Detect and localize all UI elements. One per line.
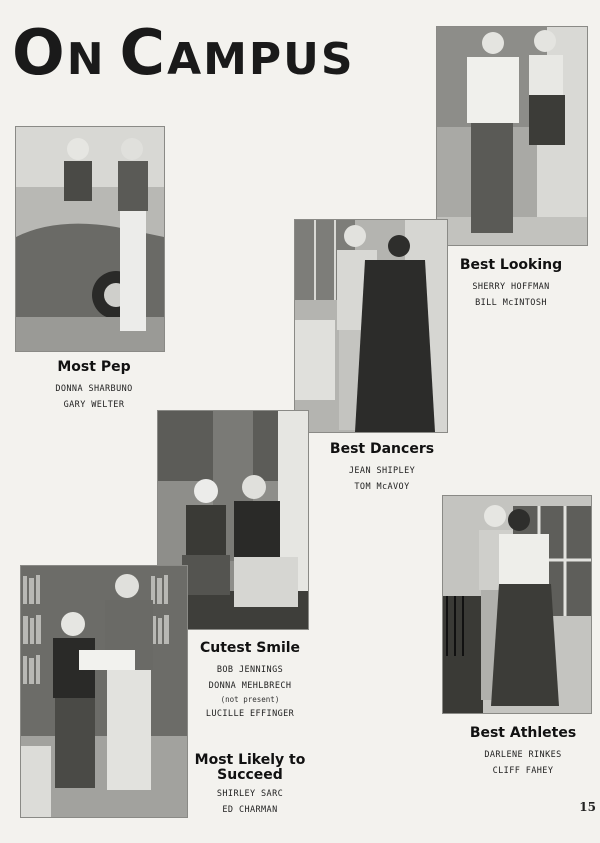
award-heading-best-athletes: Best Athletes [469, 725, 577, 741]
photo-most-pep [15, 126, 165, 352]
caption-cutest-smile [188, 641, 312, 722]
student-name: JEAN SHIPLEY [348, 465, 416, 476]
award-heading-best-dancers: Best Dancers [329, 441, 435, 457]
student-name: DONNA MEHLBRECH [208, 680, 292, 691]
student-name: GARY WELTER [63, 399, 125, 410]
caption-most-pep [20, 360, 168, 413]
page-title: ON CAMPUS [12, 16, 355, 89]
caption-most-likely [188, 753, 312, 818]
student-name: BILL McINTOSH [475, 297, 547, 308]
student-name: DARLENE RINKES [484, 749, 562, 760]
student-name: SHIRLEY SARC [216, 789, 284, 800]
photo-best-athletes [442, 495, 592, 714]
student-name: LUCILLE EFFINGER [205, 708, 295, 719]
award-heading-most-pep: Most Pep [57, 359, 131, 375]
student-name: CLIFF FAHEY [492, 765, 554, 776]
student-name: BOB JENNINGS [216, 664, 284, 675]
photo-best-dancers [294, 219, 448, 433]
absence-note: (not present) [220, 694, 280, 704]
page-number: 15 [579, 800, 596, 814]
student-name: ED CHARMAN [222, 805, 278, 816]
caption-best-looking [446, 258, 576, 311]
award-heading-best-looking: Best Looking [459, 257, 563, 273]
award-heading-cutest-smile: Cutest Smile [199, 640, 301, 656]
student-name: DONNA SHARBUNO [55, 383, 133, 394]
photo-most-likely [20, 565, 188, 818]
award-heading-most-likely: Most Likely to Succeed [194, 752, 306, 783]
caption-best-athletes [458, 726, 588, 779]
caption-best-dancers [314, 442, 450, 495]
student-name: SHERRY HOFFMAN [472, 281, 550, 292]
photo-best-looking [436, 26, 588, 246]
student-name: TOM McAVOY [354, 481, 410, 492]
